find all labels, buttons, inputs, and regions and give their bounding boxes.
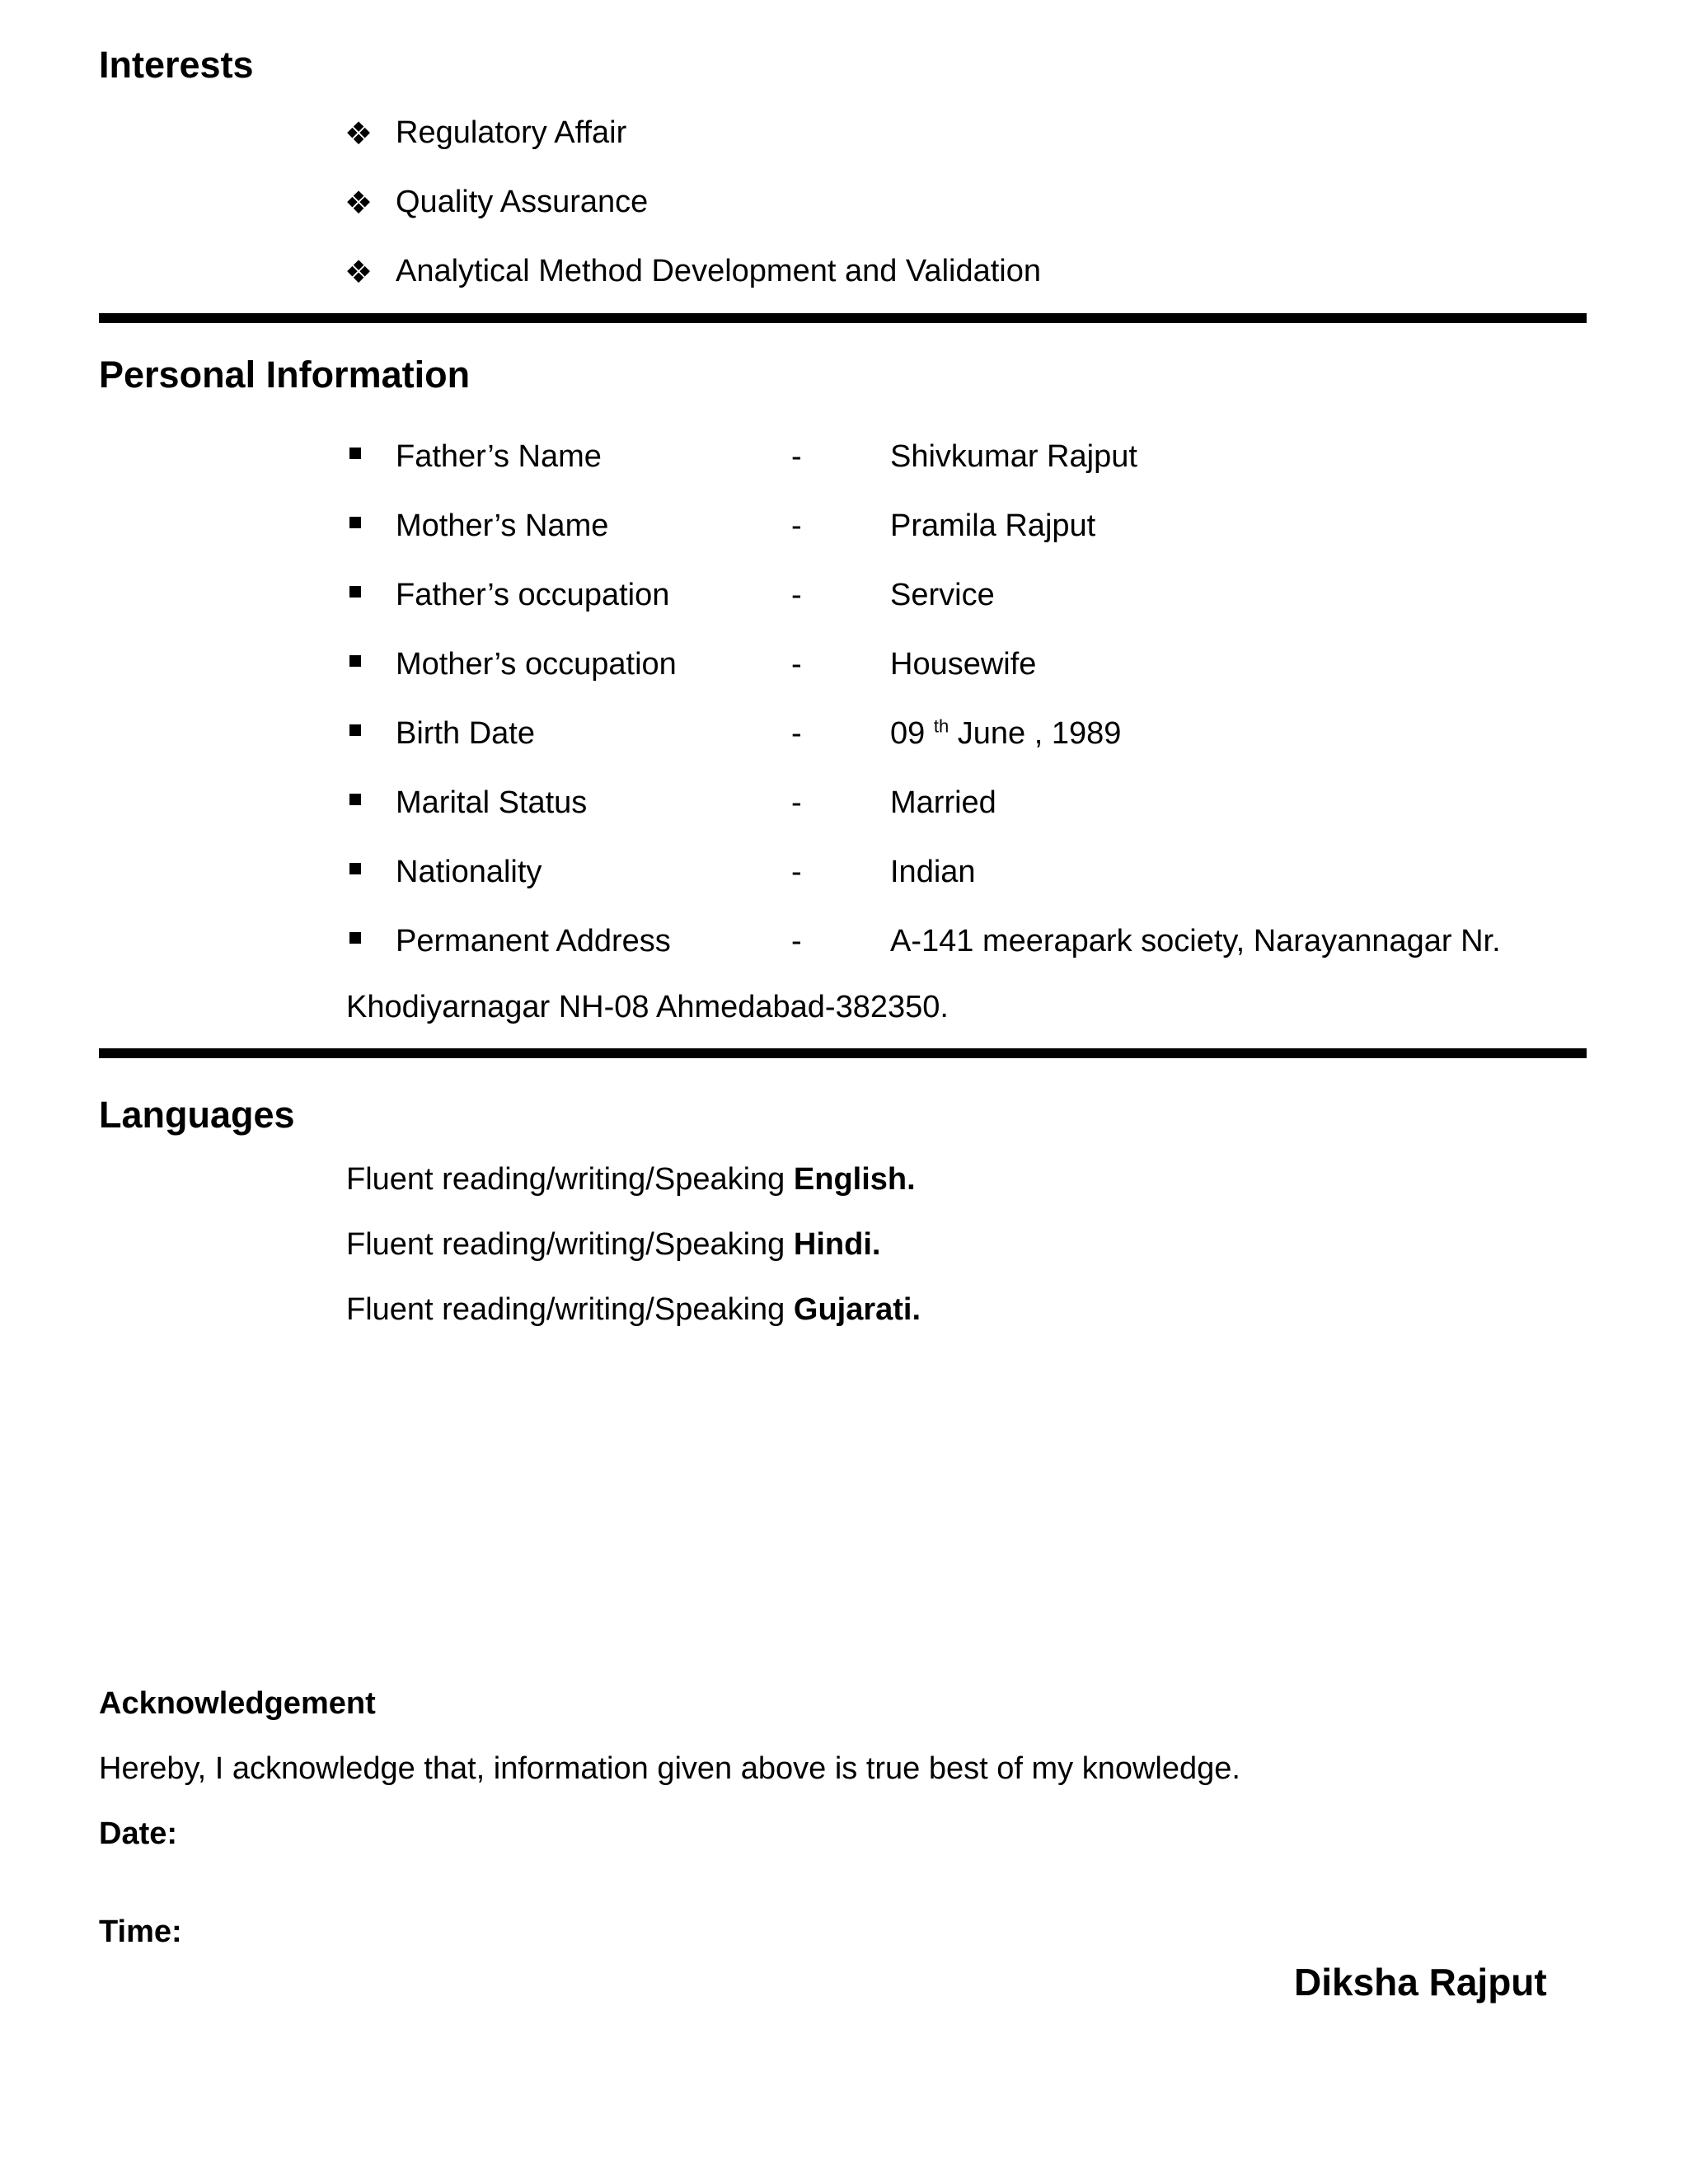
square-bullet-icon <box>349 586 361 598</box>
personal-information-heading: Personal Information <box>99 354 471 396</box>
personal-separator: - <box>791 855 802 889</box>
personal-value: Shivkumar Rajput <box>890 439 1137 474</box>
language-name: English. <box>793 1162 916 1197</box>
languages-heading: Languages <box>99 1094 295 1136</box>
personal-label: Father’s Name <box>396 439 602 474</box>
birth-date-rest: June , 1989 <box>957 716 1122 751</box>
birth-date-value <box>890 715 1122 751</box>
personal-separator: - <box>791 924 802 958</box>
personal-separator: - <box>791 647 802 682</box>
square-bullet-icon <box>349 517 361 528</box>
personal-label: Permanent Address <box>396 924 671 958</box>
language-item <box>346 1294 921 1325</box>
birth-date-day: 09 <box>890 716 926 751</box>
signature-name: Diksha Rajput <box>1294 1961 1547 2004</box>
personal-label: Mother’s Name <box>396 509 609 543</box>
language-prefix: Fluent reading/writing/Speaking <box>346 1162 785 1197</box>
diamond-bullet-icon: ❖ <box>345 115 373 152</box>
personal-label: Birth Date <box>396 716 535 751</box>
personal-label: Father’s occupation <box>396 578 670 612</box>
personal-label: Mother’s occupation <box>396 647 677 682</box>
interest-item: Analytical Method Development and Validation <box>396 254 1041 288</box>
personal-value: Married <box>890 785 996 820</box>
personal-value: Indian <box>890 855 976 889</box>
language-item <box>346 1164 916 1195</box>
section-divider <box>99 1048 1587 1058</box>
language-name: Gujarati. <box>793 1292 921 1327</box>
personal-separator: - <box>791 509 802 543</box>
square-bullet-icon <box>349 448 361 459</box>
personal-label: Nationality <box>396 855 542 889</box>
personal-separator: - <box>791 439 802 474</box>
interest-item: Regulatory Affair <box>396 115 627 150</box>
interests-heading: Interests <box>99 44 254 86</box>
square-bullet-icon <box>349 794 361 805</box>
acknowledgement-heading: Acknowledgement <box>99 1686 376 1721</box>
personal-separator: - <box>791 578 802 612</box>
birth-date-suffix: th <box>933 715 950 737</box>
square-bullet-icon <box>349 932 361 944</box>
personal-value: Housewife <box>890 647 1037 682</box>
interest-item: Quality Assurance <box>396 185 649 219</box>
section-divider <box>99 313 1587 323</box>
language-prefix: Fluent reading/writing/Speaking <box>346 1292 785 1327</box>
square-bullet-icon <box>349 724 361 736</box>
address-continuation: Khodiyarnagar NH-08 Ahmedabad-382350. <box>346 990 949 1024</box>
square-bullet-icon <box>349 863 361 874</box>
personal-separator: - <box>791 785 802 820</box>
acknowledgement-text: Hereby, I acknowledge that, information given above is true best of my knowledge. <box>99 1751 1240 1786</box>
language-prefix: Fluent reading/writing/Speaking <box>346 1227 785 1262</box>
personal-value: Pramila Rajput <box>890 509 1096 543</box>
square-bullet-icon <box>349 655 361 667</box>
personal-value: A-141 meerapark society, Narayannagar Nr. <box>890 924 1501 958</box>
personal-label: Marital Status <box>396 785 588 820</box>
personal-separator: - <box>791 716 802 751</box>
diamond-bullet-icon: ❖ <box>345 254 373 290</box>
time-label: Time: <box>99 1915 182 1949</box>
language-item <box>346 1229 880 1260</box>
personal-value: Service <box>890 578 995 612</box>
diamond-bullet-icon: ❖ <box>345 185 373 221</box>
language-name: Hindi. <box>793 1227 881 1262</box>
date-label: Date: <box>99 1816 178 1851</box>
